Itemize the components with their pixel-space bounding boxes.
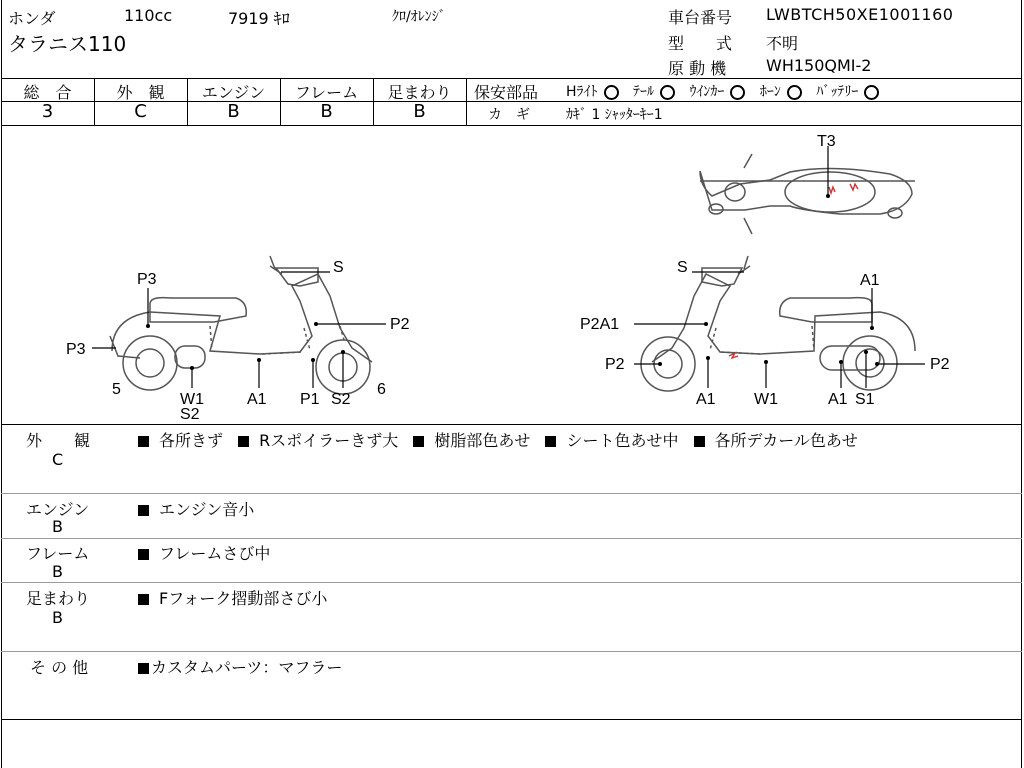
rule: [1, 719, 1022, 720]
note-items-other: [138, 655, 342, 678]
note-category-engine: エンジン: [26, 500, 90, 519]
note-item: Rスポイラーきず大: [259, 431, 399, 450]
label-a1-right: A1: [696, 391, 716, 408]
grade-label-engine: エンジン: [201, 83, 266, 102]
ok-circle-icon: [604, 85, 619, 100]
bullet-icon: [138, 594, 149, 605]
safety-item-headlight: Hﾗｲﾄ: [566, 84, 598, 100]
note-category-suspension: 足まわり: [26, 589, 91, 608]
note-category-other: そ の 他: [30, 658, 89, 677]
label-p3-left-top: P3: [137, 271, 157, 288]
label-6: 6: [377, 381, 386, 398]
safety-label: 保安部品: [474, 83, 539, 102]
label-p1-left: P1: [300, 391, 320, 408]
bullet-icon: [138, 549, 149, 560]
diagram-labels: [66, 133, 950, 423]
note-item: 樹脂部色あせ: [434, 431, 531, 450]
top-view-scooter: [700, 154, 915, 234]
label-s2-left: S2: [331, 391, 351, 408]
label-p2-right-left: P2: [605, 356, 625, 373]
rule: [1, 582, 1022, 583]
label-a1-right-b: A1: [828, 391, 848, 408]
key-label: カ ギ: [488, 107, 530, 123]
note-items-suspension: [138, 586, 327, 609]
safety-item-horn: ﾎｰﾝ: [759, 84, 781, 100]
label-w1-left: W1: [180, 391, 204, 408]
bullet-icon: [545, 436, 556, 447]
rule: [1, 424, 1022, 425]
rule: [1, 538, 1022, 539]
note-item: シート色あせ中: [566, 431, 679, 450]
note-item: 各所デカール色あせ: [714, 431, 858, 450]
grade-label-frame: フレーム: [294, 83, 359, 102]
ok-circle-icon: [660, 85, 675, 100]
grade-value-overall: 3: [41, 101, 54, 122]
label-p3-left-side: P3: [66, 341, 86, 358]
ok-circle-icon: [787, 85, 802, 100]
bullet-icon: [413, 436, 424, 447]
grade-value-exterior: C: [134, 101, 147, 122]
label-p2-right-right: P2: [930, 356, 950, 373]
grade-value-engine: B: [227, 101, 240, 122]
grade-label-suspension: 足まわり: [387, 83, 452, 102]
note-items-engine: [138, 497, 254, 520]
note-grade-suspension: B: [52, 608, 63, 627]
note-item: Fフォーク摺動部さび小: [159, 589, 328, 608]
safety-item-tail: ﾃｰﾙ: [632, 84, 654, 100]
grade-value-frame: B: [320, 101, 333, 122]
note-grade-exterior: C: [52, 450, 64, 469]
maker: ホンダ: [8, 9, 56, 28]
rule: [1, 493, 1022, 494]
rule: [468, 101, 1021, 102]
frame-value: LWBTCH50XE1001160: [766, 5, 954, 24]
model-name: タラニス110: [8, 32, 127, 56]
engine-value: WH150QMI-2: [766, 56, 872, 75]
rule: [1, 78, 1022, 79]
label-s-left: S: [333, 259, 344, 276]
bullet-icon: [138, 436, 149, 447]
bullet-icon: [138, 505, 149, 516]
grade-value-suspension: B: [413, 101, 426, 122]
damage-diagram: [0, 126, 1024, 424]
mileage: 7919 ｷﾛ: [228, 9, 290, 28]
label-s-right: S: [677, 259, 688, 276]
color: ｸﾛ/ｵﾚﾝｼﾞ: [392, 9, 446, 25]
ok-circle-icon: [730, 85, 745, 100]
note-grade-engine: B: [52, 517, 63, 536]
bullet-icon: [138, 663, 149, 674]
grade-label-overall: 総 合: [23, 83, 72, 102]
safety-items: [566, 81, 889, 101]
label-t3: T3: [817, 133, 836, 150]
frame-label: 車台番号: [668, 8, 733, 27]
label-s2-left-under: S2: [180, 406, 200, 423]
bullet-icon: [238, 436, 249, 447]
engine-label: 原 動 機: [668, 59, 727, 78]
label-a1-left: A1: [247, 391, 267, 408]
label-p2-left: P2: [390, 316, 410, 333]
note-items-exterior: [138, 428, 858, 451]
safety-item-battery: ﾊﾞｯﾃﾘｰ: [816, 84, 859, 100]
note-item: フレームさび中: [159, 544, 271, 563]
label-w1-right: W1: [754, 391, 778, 408]
note-grade-frame: B: [52, 562, 63, 581]
rule: [466, 78, 467, 125]
leader-dots: [146, 194, 879, 370]
label-p2a1-right: P2A1: [580, 316, 620, 333]
note-category-exterior: 外 観: [26, 431, 91, 450]
grade-label-exterior: 外 観: [116, 83, 165, 102]
note-category-frame: フレーム: [26, 544, 90, 563]
label-s1-right: S1: [855, 391, 875, 408]
displacement: 110cc: [124, 6, 173, 25]
rule: [1, 651, 1022, 652]
note-items-frame: [138, 541, 270, 564]
note-item: 各所きず: [159, 431, 224, 450]
label-a1-right-top: A1: [860, 272, 880, 289]
note-item: エンジン音小: [159, 500, 255, 519]
label-5: 5: [112, 381, 121, 398]
type-value: 不明: [766, 34, 799, 53]
key-value: ｶｷﾞ 1 ｼｬｯﾀｰｷｰ1: [566, 107, 663, 123]
ok-circle-icon: [864, 85, 879, 100]
safety-item-winker: ｳｲﾝｶｰ: [689, 84, 725, 100]
type-label: 型 式: [668, 34, 733, 53]
bullet-icon: [694, 436, 705, 447]
note-item: カスタムパーツ：マフラー: [151, 658, 343, 677]
